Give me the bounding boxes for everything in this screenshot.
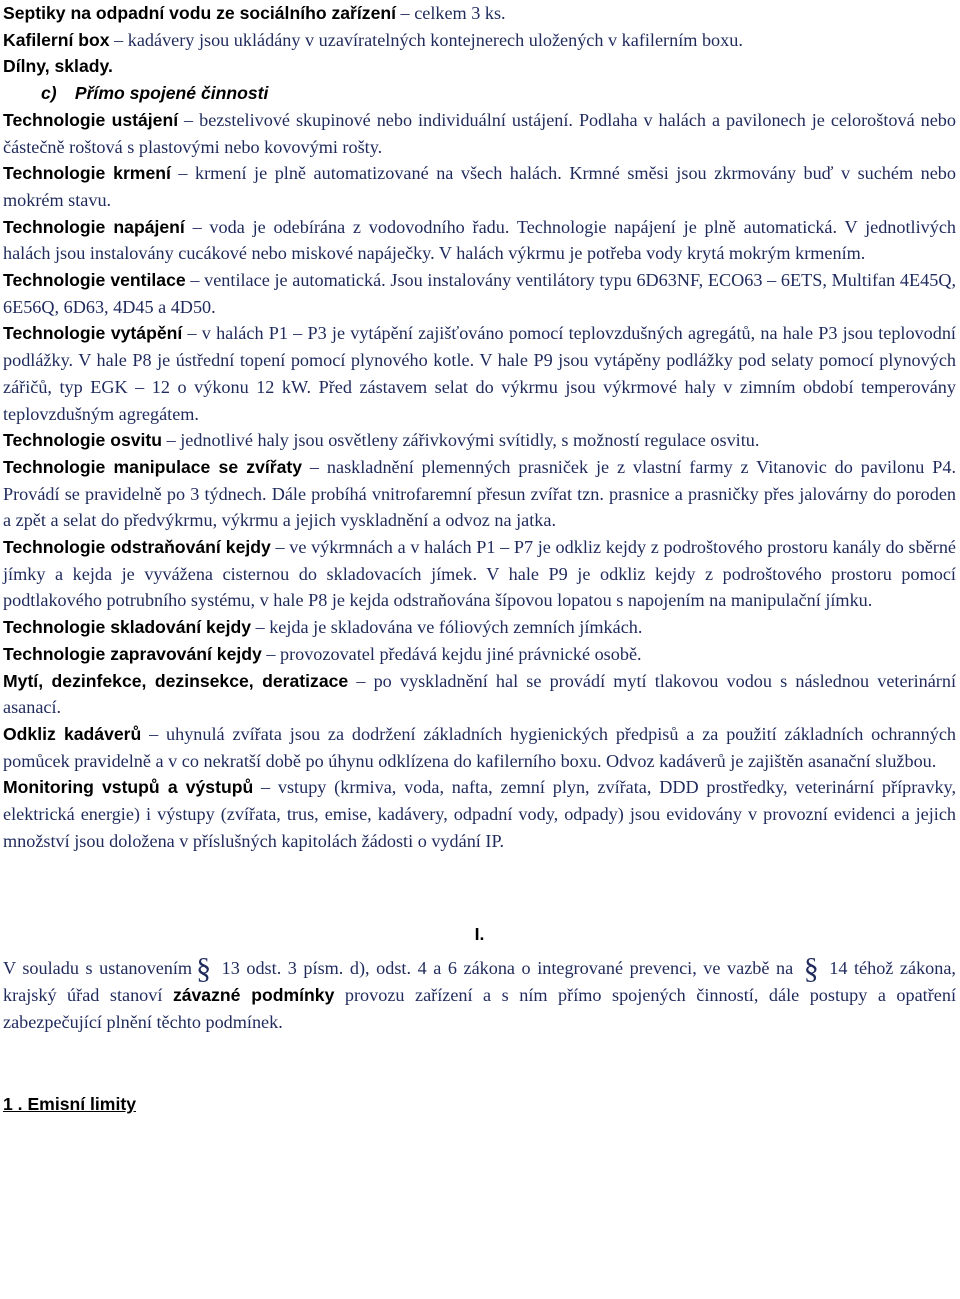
- vytapeni-text: – v halách P1 – P3 je vytápění zajišťováno pomocí teplovzdušných agregátů, na hale P3 jsou teplovodní podlážky. V hale P8 je ústřední topení pomocí plynového kotle. V hale P9 jsou vytápěny podlážky pod selaty pomocí plynových zářičů, typ EGK – 12 o výkonu 12 kW. Před zástavem selat do výkrmu jsou výkrmové haly v zimním období temperovány teplovzdušným agregátem.: [3, 323, 956, 424]
- manipulace-label: Technologie manipulace se zvířaty: [3, 456, 303, 477]
- binding-conditions-label: závazné podmínky: [172, 984, 335, 1005]
- krmeni-text: – krmení je plně automatizované na všech halách. Krmné směsi jsou zkrmovány buď v suchém nebo mokrém stavu.: [3, 163, 956, 210]
- myti-label: Mytí, dezinfekce, dezinsekce, deratizace: [3, 670, 349, 691]
- subsection-c-label: c): [41, 83, 57, 104]
- paragraph-skladovani: [3, 614, 956, 641]
- odstranovani-label: Technologie odstraňování kejdy: [3, 537, 271, 558]
- kafilerni-text: – kadávery jsou ukládány v uzavíratelných kontejnerech uložených v kafilerním boxu.: [109, 29, 743, 50]
- ventilace-label: Technologie ventilace: [3, 270, 186, 291]
- legal-reference-paragraph: [3, 952, 956, 1035]
- paragraph-ustajeni: [3, 107, 956, 160]
- kafilerni-label: Kafilerní box: [3, 29, 110, 50]
- paragraph-manipulace: [3, 454, 956, 534]
- osvitu-label: Technologie osvitu: [3, 430, 163, 451]
- septiky-text: – celkem 3 ks.: [396, 3, 506, 23]
- ref-text-1: V souladu s ustanovením: [3, 958, 193, 979]
- section-symbol: §: [196, 952, 212, 986]
- dilny-line: [3, 53, 956, 80]
- section-symbol: §: [803, 952, 819, 986]
- ventilace-text: – ventilace je automatická. Jsou instalovány ventilátory typu 6D63NF, ECO63 – 6ETS, Multifan 4E45Q, 6E56Q, 6D63, 4D45 a 4D50.: [3, 270, 956, 317]
- krmeni-label: Technologie krmení: [3, 163, 171, 184]
- ref-text-2: 13 odst. 3 písm. d), odst. 4 a 6 zákona o integrované prevenci, ve vazbě na: [215, 958, 800, 979]
- osvitu-text: – jednotlivé haly jsou osvětleny zářivkovými svítidly, s možností regulace osvitu.: [162, 430, 760, 451]
- paragraph-monitoring: [3, 774, 956, 854]
- monitoring-label: Monitoring vstupů a výstupů: [3, 777, 254, 798]
- napajeni-text: – voda je odebírána z vodovodního řadu. Technologie napájení je plně automatická. V jednotlivých halách jsou instalovány cucákové nebo miskové napáječky. V halách výkrmu je potřeba vody krytá mokrým krmením.: [3, 216, 956, 264]
- paragraph-napajeni: [3, 214, 956, 267]
- paragraph-zapravovani: [3, 641, 956, 668]
- skladovani-text: – kejda je skladována ve fóliových zemních jímkách.: [251, 617, 643, 638]
- paragraph-ventilace: [3, 267, 956, 320]
- paragraph-vytapeni: [3, 320, 956, 427]
- napajeni-label: Technologie napájení: [3, 216, 185, 237]
- odkliz-text: – uhynulá zvířata jsou za dodržení základních hygienických předpisů a za použití základních ochranných pomůcek pravidelně a v co nekratší době po úhynu odklízena do kafilerního boxu. Odvoz kadáverů je zajištěn asanační službou.: [3, 723, 956, 771]
- facility-list: [3, 0, 956, 107]
- activities-body: [3, 107, 956, 855]
- ref-text-4: provozu zařízení a s ním přímo spojených činností, dále postupy a opatření zabezpečující plnění těchto podmínek.: [3, 984, 956, 1032]
- ustajeni-label: Technologie ustájení: [3, 109, 179, 130]
- dilny-label: Dílny, sklady.: [3, 56, 113, 77]
- subsection-c-title: Přímo spojené činnosti: [74, 83, 269, 104]
- zapravovani-label: Technologie zapravování kejdy: [3, 643, 262, 664]
- odstranovani-text: – ve výkrmnách a v halách P1 – P7 je odkliz kejdy z podroštového prostoru kanály do sběrné jímky a kejda je vyvážena cisternou do skladovacích jímek. V hale P9 je odkliz kejdy z podroštového prostoru pomocí podtlakového potrubního systému, v hale P8 je kejda odstraňována šípovou lopatou s napojením na manipulační jímku.: [3, 537, 956, 611]
- kafilerni-line: [3, 27, 956, 54]
- zapravovani-text: – provozovatel předává kejdu jiné právnické osobě.: [261, 643, 642, 664]
- section-heading-text: 1 . Emisní limity: [3, 1094, 136, 1115]
- paragraph-odstranovani: [3, 534, 956, 614]
- monitoring-text: – vstupy (krmiva, voda, nafta, zemní plyn, zvířata, DDD prostředky, veterinární přípravky, elektrická energie) i výstupy (zvířata, trus, emise, kadávery, odpadní vody, odpady) jsou evidovány v provozní evidenci a jejich množství jsou doložena v příslušných kapitolách žádosti o vydání IP.: [3, 777, 956, 851]
- ustajeni-text: – bezstelivové skupinové nebo individuální ustájení. Podlaha v halách a pavilonech je celoroštová nebo částečně roštová s plastovými nebo kovovými rošty.: [3, 109, 956, 157]
- myti-text: – po vyskladnění hal se provádí mytí tlakovou vodou s následnou veterinární asanací.: [3, 670, 956, 718]
- manipulace-text: – naskladnění plemenných prasniček je z vlastní farmy z Vitanovic do pavilonu P4. Provádí se pravidelně po 3 týdnech. Dále probíhá vnitrofaremní přesun zvířat tzn. prasnice a prasničky přes jalovárny do poroden a zpět a selat do předvýkrmu, výkrmu a jejich vyskladnění a odvoz na jatka.: [3, 456, 956, 531]
- paragraph-krmeni: [3, 160, 956, 213]
- paragraph-odkliz: [3, 721, 956, 774]
- roman-heading: I.: [474, 923, 485, 944]
- odkliz-label: Odkliz kadáverů: [3, 723, 142, 744]
- septiky-line: [3, 0, 956, 27]
- section-heading: [3, 1091, 956, 1118]
- paragraph-myti: [3, 668, 956, 721]
- skladovani-label: Technologie skladování kejdy: [3, 617, 252, 638]
- septiky-label: Septiky na odpadní vodu ze sociálního zařízení: [3, 3, 396, 23]
- vytapeni-label: Technologie vytápění: [3, 323, 183, 344]
- subsection-c-heading: [3, 80, 956, 107]
- paragraph-osvitu: [3, 427, 956, 454]
- ref-text-3: 14 téhož zákona, krajský úřad stanoví: [3, 958, 956, 1005]
